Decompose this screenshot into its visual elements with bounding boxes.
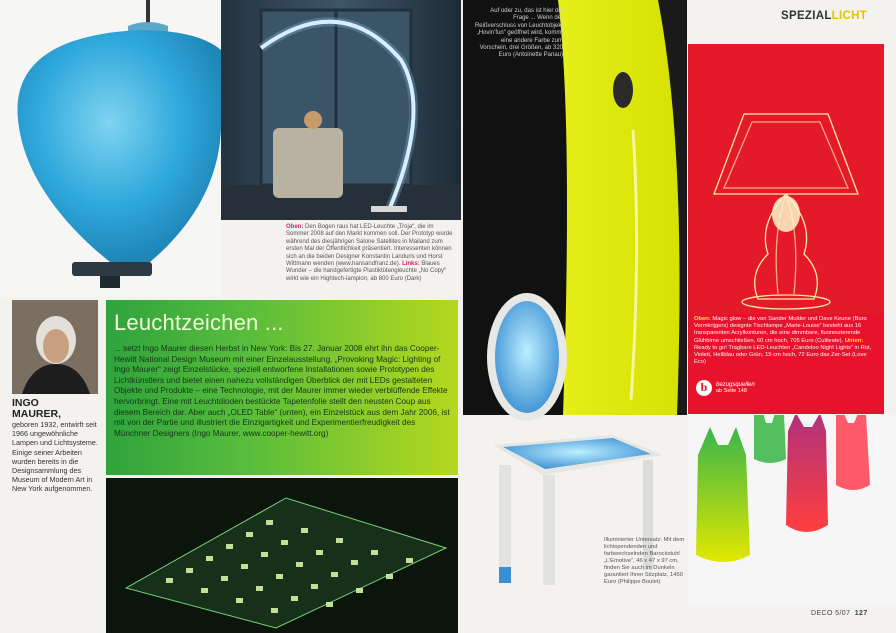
caption-rabbit-label: Unten: (844, 337, 864, 344)
badge-line2: ab Seite 148 (716, 388, 747, 394)
section-header-suffix: LICHT (831, 10, 868, 22)
caption-marie-label: Oben: (694, 316, 711, 322)
photo-marie-louise-lamp (688, 44, 884, 414)
bio-name-line2: MAURER, (12, 408, 61, 420)
photo-oled-table (106, 478, 458, 633)
feature-panel (106, 300, 458, 475)
candeloo-illustration (688, 415, 896, 605)
bio-block (12, 398, 104, 494)
troja-illustration (221, 0, 461, 220)
feature-headline: Leuchtzeichen ... (114, 310, 284, 335)
section-header-prefix: SPEZIAL (781, 10, 832, 22)
caption-yellow-lamp: Auf oder zu, das ist hier die Frage ... Wenn der Reißverschluss von Leuchtobjekt „Hovin’fun“ geöffnet wird, kommt eine andere Farbe zum Vorschein, drei Größen, ab 320 Euro (Antoinette Panau) (474, 8, 563, 59)
badge-circle-b: b (696, 380, 712, 396)
caption-troja-text: Den Bogen raus hat LED-Leuchte „Troja“, die im Sommer 2008 auf den Markt kommen soll. Der Prototyp wurde während des diesjährigen Salone Satellites in Mailand zum ersten Mal der Öffentlichkeit präsentiert. Interessenten können sich an die beiden Designer Konstantin Landuris und Horst Wittmann wenden (www.hansandfranz.de). (286, 224, 453, 268)
feature-body: ... setzt Ingo Maurer diesen Herbst in New York: Bis 27. Januar 2008 ehrt ihn das Cooper-Hewitt National Design Museum mit einer Einzelausstellung. „Provoking Magic: Lighting of Ingo Maurer“ zeigt Einzelstücke, speziell entworfene Installationen sowie Prototypen des Lichtkünstlers und bietet einen nahezu vollständigen Überblick der mit LEDs gestalteten Objekte und Produkte – eine Technologie, mit der Maurer immer wieder verblüffende Effekte hervorbringt. Eine mit Leuchtdioden bestückte Tapetenfolie stellt den neusten Coup aus diesem Bereich dar. Aber auch „OLED Table“ (unten), ein Einzelstück aus dem Jahr 2006, ist mit von der Partie und illustriert die Einzigartigkeit und Experimentierfreudigkeit des Münchner Designers (Ingo Maurer, www.cooper-hewitt.org) (114, 344, 450, 438)
photo-troja-lamp (221, 0, 461, 220)
footer-magazine: DECO 5/07 (811, 610, 851, 617)
caption-nocopy-text: Blaues Wunder – die handgefertigte Plastiktütengleuchte „No Copy“ wirkt wie ein Hightech-lampion, ab 800 Euro (Dark) (286, 261, 446, 282)
badge-line1: bezugsquellen (716, 382, 755, 388)
photo-blue-lamp (0, 0, 221, 297)
caption-troja (286, 224, 456, 283)
marie-louise-illustration (688, 44, 884, 314)
caption-rabbit-text: Ready to go! Tragbare LED-Leuchten „Candeloo Night Lights“ in Rot, Violett, Hellblau oder Grün, 15 cm hoch, 72 Euro das Zer-Set (Love Eco) (694, 344, 872, 366)
caption-marie-text: Magic glow – die von Sander Mulder und Dave Keune (Buro Vormkrijgers) designte Tischlampe „Marie-Louise“ besteht aus 16 transparenten Acrylkonturen, die eine dimmbare, fluoreszierende Glühbirne umschließen, 60 cm hoch, 705 Euro (Cultivate). (694, 316, 867, 344)
oled-table-illustration (106, 478, 458, 633)
bezugsquellen-badge (696, 374, 755, 402)
photo-candeloo-lights (688, 415, 896, 605)
caption-marie-louise (694, 316, 880, 366)
footer-page-number: 127 (854, 610, 868, 617)
portrait-illustration (12, 300, 98, 394)
caption-chair: Illuminierter Untersatz: Mit dem lichtspendenden und farbwechselnden Barockstuhl „L’Emotive“, 46 x 47 x 97 cm, finden Sie auch im Dunkeln garantiert Ihren Sitzplatz, 1450 Euro (Philippe Boulet) (604, 537, 685, 585)
caption-troja-label: Oben: (286, 224, 304, 230)
photo-ingo-maurer-portrait (12, 300, 98, 394)
page-footer (811, 610, 868, 617)
caption-nocopy-label: Links: (402, 261, 420, 268)
bio-name-line1: INGO (12, 397, 39, 409)
section-header (781, 10, 867, 22)
blue-lamp-illustration (0, 0, 221, 297)
bio-text: geboren 1932, entwirft seit 1966 ungewöhnliche Lampen und Lichtsysteme. Einige seiner Arbeiten wurden bereits in die Designsammlung des Museum of Modern Art in New York aufgenommen. (12, 420, 98, 494)
